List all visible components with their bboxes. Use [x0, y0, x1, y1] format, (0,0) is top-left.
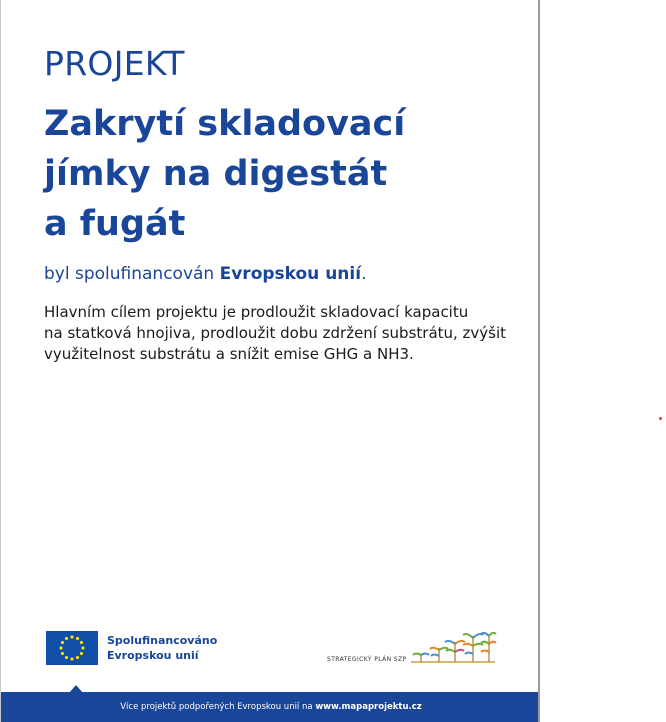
eu-cofunding-logo [46, 631, 217, 665]
eu-logo-text [107, 633, 217, 663]
title-line-1: Zakrytí skladovací [44, 104, 406, 144]
title-line-2: jímky na digestát [44, 154, 388, 194]
description-line-2: na statková hnojiva, prodloužit dobu zdržení substrátu, zvýšit [44, 324, 507, 342]
project-description [44, 302, 524, 365]
sprouting-plants-icon [409, 628, 497, 666]
eu-flag-icon [46, 631, 98, 665]
description-line-3: využitelnost substrátu a snížit emise GHG a NH3. [44, 345, 414, 363]
footer-text: Více projektů podpořených Evropskou unií na [120, 702, 316, 712]
cofinanced-prefix: byl spolufinancován [44, 264, 220, 284]
project-title [44, 99, 514, 249]
cofinanced-suffix: . [361, 264, 367, 284]
marker-dot [659, 417, 662, 420]
footer-link[interactable]: www.mapaprojektu.cz [315, 702, 422, 712]
footer-bar [1, 692, 540, 722]
cofinanced-bold: Evropskou unií [219, 264, 362, 284]
title-line-3: a fugát [44, 204, 186, 244]
cofinanced-statement [44, 264, 366, 284]
strategic-plan-logo [327, 628, 497, 666]
strategic-plan-label: STRATEGICKÝ PLÁN SZP [327, 656, 407, 663]
eu-logo-line-1: Spolufinancováno [107, 634, 218, 647]
eu-logo-line-2: Evropskou unií [107, 649, 199, 662]
poster-kicker: PROJEKT [44, 44, 185, 83]
description-line-1: Hlavním cílem projektu je prodloužit skladovací kapacitu [44, 303, 469, 321]
